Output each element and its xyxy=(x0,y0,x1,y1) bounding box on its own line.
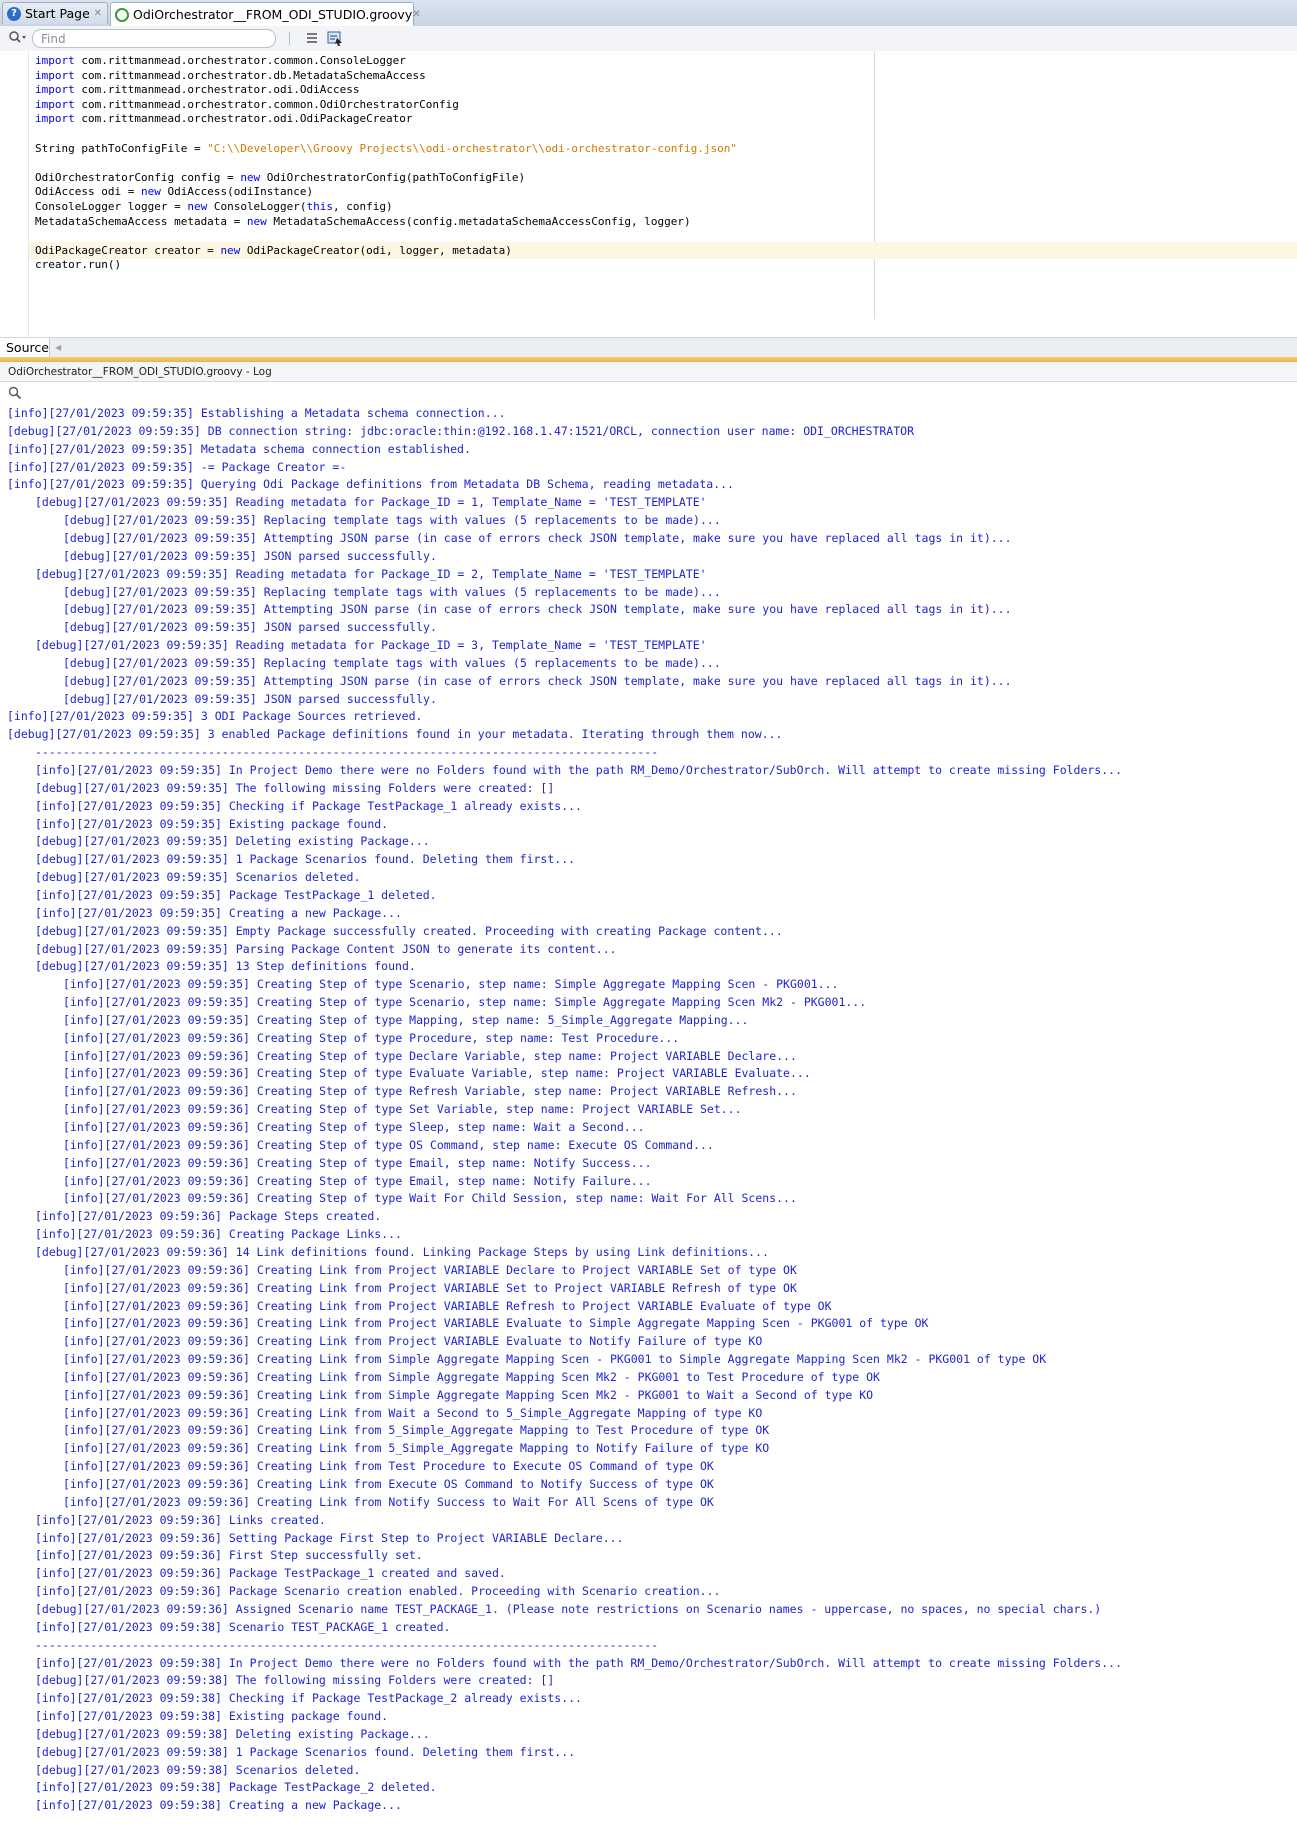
log-line: [info][27/01/2023 09:59:36] Creating Step of type Refresh Variable, step name: Project VARIABLE Refresh... xyxy=(63,1084,797,1099)
log-line: [debug][27/01/2023 09:59:35] Replacing template tags with values (5 replacements to be made)... xyxy=(63,513,721,528)
log-line: [debug][27/01/2023 09:59:38] Scenarios deleted. xyxy=(35,1762,361,1777)
log-line: [debug][27/01/2023 09:59:36] Assigned Scenario name TEST_PACKAGE_1. (Please note restrictions on Scenario names - uppercase, no spaces, no special chars.) xyxy=(35,1601,1102,1616)
log-line: [info][27/01/2023 09:59:36] Creating Step of type OS Command, step name: Execute OS Command... xyxy=(63,1137,714,1152)
groovy-file-icon xyxy=(115,8,129,22)
code-keyword: new xyxy=(246,214,267,228)
code-keyword: import xyxy=(35,112,75,126)
code-string: "C:\\Developer\\Groovy Projects\\odi-orchestrator\\odi-orchestrator-config.json" xyxy=(207,141,737,155)
code-text: OdiOrchestratorConfig config = xyxy=(35,170,241,184)
log-line: [info][27/01/2023 09:59:36] First Step successfully set. xyxy=(35,1548,423,1563)
close-icon[interactable]: ✕ xyxy=(93,8,102,19)
search-options-icon[interactable] xyxy=(8,30,28,46)
log-line: [info][27/01/2023 09:59:35] Creating Step of type Scenario, step name: Simple Aggregate Mapping Scen - PKG001... xyxy=(63,977,839,992)
list-icon[interactable] xyxy=(303,29,321,47)
help-icon: ? xyxy=(7,7,21,21)
log-line: [debug][27/01/2023 09:59:35] 13 Step definitions found. xyxy=(35,959,416,974)
scroll-left-icon[interactable]: ◀ xyxy=(55,343,62,352)
log-line: [info][27/01/2023 09:59:36] Setting Package First Step to Project VARIABLE Declare... xyxy=(35,1530,624,1545)
code-keyword: new xyxy=(220,243,241,257)
code-text: creator.run() xyxy=(35,258,122,272)
log-line: [info][27/01/2023 09:59:36] Creating Step of type Procedure, step name: Test Procedure... xyxy=(63,1030,680,1045)
log-line: [info][27/01/2023 09:59:36] Creating Link from Project VARIABLE Declare to Project VARIABLE Set of type OK xyxy=(63,1262,797,1277)
toolbar-separator xyxy=(289,32,290,45)
log-line: [info][27/01/2023 09:59:35] In Project Demo there were no Folders found with the path RM_Demo/Orchestrator/SubOrch. Will attempt to create missing Folders... xyxy=(35,763,1123,777)
log-line: [info][27/01/2023 09:59:36] Creating Step of type Set Variable, step name: Project VARIABLE Set... xyxy=(63,1102,742,1117)
log-line: [debug][27/01/2023 09:59:35] Replacing template tags with values (5 replacements to be made)... xyxy=(63,584,721,599)
log-line: [info][27/01/2023 09:59:35] Querying Odi Package definitions from Metadata DB Schema, reading metadata... xyxy=(7,477,734,492)
tab-groovy-file[interactable] xyxy=(110,2,421,26)
log-line: [info][27/01/2023 09:59:38] Existing package found. xyxy=(35,1709,389,1724)
log-line: [info][27/01/2023 09:59:36] Creating Link from Project VARIABLE Evaluate to Simple Aggregate Mapping Scen - PKG001 of type OK xyxy=(63,1316,929,1331)
log-line: [info][27/01/2023 09:59:38] In Project Demo there were no Folders found with the path RM_Demo/Orchestrator/SubOrch. Will attempt to create missing Folders... xyxy=(35,1655,1123,1670)
tab-label: OdiOrchestrator__FROM_ODI_STUDIO.groovy xyxy=(133,7,413,22)
log-line: [info][27/01/2023 09:59:35] Creating a new Package... xyxy=(35,905,402,920)
code-keyword: new xyxy=(187,200,208,213)
log-line: [info][27/01/2023 09:59:35] -= Package Creator =- xyxy=(7,459,347,474)
code-text: OdiPackageCreator creator = xyxy=(35,243,221,257)
log-line: [info][27/01/2023 09:59:35] Metadata schema connection established. xyxy=(7,441,471,456)
log-line: [info][27/01/2023 09:59:38] Scenario TEST_PACKAGE_1 created. xyxy=(35,1619,451,1634)
log-line: [info][27/01/2023 09:59:36] Creating Link from Project VARIABLE Evaluate to Notify Failure of type KO xyxy=(63,1334,763,1349)
log-line: [debug][27/01/2023 09:59:35] Reading metadata for Package_ID = 1, Template_Name = 'TEST_TEMPLATE' xyxy=(35,495,707,510)
code-keyword: import xyxy=(35,83,75,97)
log-line: [debug][27/01/2023 09:59:35] Deleting existing Package... xyxy=(35,834,430,849)
log-line: [debug][27/01/2023 09:59:35] DB connection string: jdbc:oracle:thin:@192.168.1.47:1521/ORCL, connection user name: ODI_ORCHESTRATOR xyxy=(7,423,914,438)
code-text: com.rittmanmead.orchestrator.db.MetadataSchemaAccess xyxy=(74,68,426,82)
code-text: OdiPackageCreator(odi, logger, metadata) xyxy=(240,243,512,257)
find-toolbar xyxy=(0,26,1297,52)
log-line: [info][27/01/2023 09:59:38] Checking if Package TestPackage_2 already exists... xyxy=(35,1691,582,1706)
log-line: [info][27/01/2023 09:59:35] Package TestPackage_1 deleted. xyxy=(35,887,437,902)
log-line: [debug][27/01/2023 09:59:36] 14 Link definitions found. Linking Package Steps by using Link definitions... xyxy=(35,1244,769,1259)
code-text: com.rittmanmead.orchestrator.odi.OdiPackageCreator xyxy=(74,112,413,126)
log-line: [info][27/01/2023 09:59:36] Creating Step of type Wait For Child Session, step name: Wait For All Scens... xyxy=(63,1191,797,1206)
log-line: [info][27/01/2023 09:59:36] Creating Step of type Email, step name: Notify Failure... xyxy=(63,1173,652,1188)
log-line: [info][27/01/2023 09:59:35] Checking if Package TestPackage_1 already exists... xyxy=(35,798,582,813)
log-line: [debug][27/01/2023 09:59:38] Deleting existing Package... xyxy=(35,1726,430,1741)
code-text: com.rittmanmead.orchestrator.common.OdiOrchestratorConfig xyxy=(74,97,459,111)
log-line: [debug][27/01/2023 09:59:35] Attempting JSON parse (in case of errors check JSON template, make sure you have replaced all tags in it)... xyxy=(63,530,1012,545)
code-text: ConsoleLogger( xyxy=(207,200,307,213)
log-line: [debug][27/01/2023 09:59:35] Scenarios deleted. xyxy=(35,870,361,885)
log-line: [info][27/01/2023 09:59:38] Package TestPackage_2 deleted. xyxy=(35,1780,437,1795)
log-line: [debug][27/01/2023 09:59:38] The following missing Folders were created: [] xyxy=(35,1673,555,1688)
log-line: [info][27/01/2023 09:59:36] Creating Package Links... xyxy=(35,1227,402,1242)
log-line: [info][27/01/2023 09:59:35] 3 ODI Package Sources retrieved. xyxy=(7,709,423,724)
log-search-bar xyxy=(0,382,1297,405)
log-line: [info][27/01/2023 09:59:36] Creating Link from Simple Aggregate Mapping Scen Mk2 - PKG001 to Wait a Second of type KO xyxy=(63,1387,874,1402)
log-line: [info][27/01/2023 09:59:36] Creating Step of type Evaluate Variable, step name: Project VARIABLE Evaluate... xyxy=(63,1066,811,1081)
log-line: ------------------------------------------------------------------------------------------ xyxy=(35,745,659,760)
log-line: [info][27/01/2023 09:59:35] Existing package found. xyxy=(35,816,389,831)
log-line: [info][27/01/2023 09:59:36] Package Scenario creation enabled. Proceeding with Scenario creation... xyxy=(35,1584,721,1599)
log-line: [debug][27/01/2023 09:59:35] Empty Package successfully created. Proceeding with creating Package content... xyxy=(35,923,783,938)
code-text: com.rittmanmead.orchestrator.common.ConsoleLogger xyxy=(74,54,406,67)
log-line: [info][27/01/2023 09:59:36] Creating Link from 5_Simple_Aggregate Mapping to Test Procedure of type OK xyxy=(63,1423,770,1438)
log-line: [info][27/01/2023 09:59:36] Creating Step of type Email, step name: Notify Success... xyxy=(63,1155,652,1170)
log-line: [info][27/01/2023 09:59:36] Package TestPackage_1 created and saved. xyxy=(35,1566,506,1581)
code-text: OdiAccess odi = xyxy=(35,185,141,199)
log-line: [debug][27/01/2023 09:59:35] Reading metadata for Package_ID = 2, Template_Name = 'TEST_TEMPLATE' xyxy=(35,566,707,581)
log-line: [debug][27/01/2023 09:59:35] Reading metadata for Package_ID = 3, Template_Name = 'TEST_TEMPLATE' xyxy=(35,638,707,653)
log-line: [debug][27/01/2023 09:59:35] 3 enabled Package definitions found in your metadata. Iterating through them now... xyxy=(7,727,783,742)
find-input[interactable] xyxy=(32,29,276,48)
log-line: [debug][27/01/2023 09:59:35] The following missing Folders were created: [] xyxy=(35,780,555,795)
log-line: [debug][27/01/2023 09:59:35] Attempting JSON parse (in case of errors check JSON template, make sure you have replaced all tags in it)... xyxy=(63,602,1012,617)
code-text: com.rittmanmead.orchestrator.odi.OdiAccess xyxy=(74,83,360,97)
log-line: [debug][27/01/2023 09:59:35] 1 Package Scenarios found. Deleting them first... xyxy=(35,852,576,867)
log-line: [info][27/01/2023 09:59:38] Creating a new Package... xyxy=(35,1798,402,1813)
log-line: [info][27/01/2023 09:59:36] Package Steps created. xyxy=(35,1209,382,1224)
log-line: [info][27/01/2023 09:59:36] Creating Link from Project VARIABLE Set to Project VARIABLE Refresh of type OK xyxy=(63,1280,797,1295)
log-line: [info][27/01/2023 09:59:36] Creating Link from Test Procedure to Execute OS Command of type OK xyxy=(63,1459,714,1474)
log-line: [info][27/01/2023 09:59:35] Creating Step of type Mapping, step name: 5_Simple_Aggregate Mapping... xyxy=(63,1012,749,1027)
code-line[interactable] xyxy=(35,256,1275,273)
editor-bottom-tabs xyxy=(0,337,1297,358)
highlight-toggle-icon[interactable] xyxy=(326,29,344,47)
tab-start-page[interactable] xyxy=(2,2,108,24)
log-line: [info][27/01/2023 09:59:36] Creating Step of type Sleep, step name: Wait a Second... xyxy=(63,1120,645,1134)
code-text: MetadataSchemaAccess metadata = xyxy=(35,214,247,228)
log-line: [debug][27/01/2023 09:59:38] 1 Package Scenarios found. Deleting them first... xyxy=(35,1744,576,1759)
code-text: ConsoleLogger logger = xyxy=(35,200,188,213)
log-line: [info][27/01/2023 09:59:36] Links created. xyxy=(35,1512,326,1527)
log-line: [debug][27/01/2023 09:59:35] JSON parsed successfully. xyxy=(63,691,437,706)
code-keyword: import xyxy=(35,97,75,111)
log-line: [info][27/01/2023 09:59:36] Creating Step of type Declare Variable, step name: Project VARIABLE Declare... xyxy=(63,1048,797,1063)
log-line: [debug][27/01/2023 09:59:35] JSON parsed successfully. xyxy=(63,620,437,635)
code-keyword: this xyxy=(306,200,334,213)
log-line: [info][27/01/2023 09:59:36] Creating Link from 5_Simple_Aggregate Mapping to Notify Failure of type KO xyxy=(63,1441,770,1456)
search-icon[interactable] xyxy=(8,386,22,400)
code-text: String pathToConfigFile = xyxy=(35,141,208,155)
log-line: [info][27/01/2023 09:59:36] Creating Link from Execute OS Command to Notify Success of type OK xyxy=(63,1477,714,1491)
code-text: MetadataSchemaAccess(config.metadataSchemaAccessConfig, logger) xyxy=(266,214,691,228)
tab-label: Start Page xyxy=(25,6,90,21)
code-editor[interactable] xyxy=(0,51,1297,337)
close-icon[interactable]: ✕ xyxy=(412,9,421,20)
tab-source[interactable]: Source xyxy=(0,338,50,357)
log-line: [debug][27/01/2023 09:59:35] JSON parsed successfully. xyxy=(63,548,437,563)
log-line: [info][27/01/2023 09:59:36] Creating Link from Project VARIABLE Refresh to Project VARIABLE Evaluate of type OK xyxy=(63,1298,832,1313)
log-line: [info][27/01/2023 09:59:36] Creating Link from Wait a Second to 5_Simple_Aggregate Mapping of type KO xyxy=(63,1405,763,1420)
log-output[interactable] xyxy=(0,404,1297,1826)
code-keyword: import xyxy=(35,54,75,67)
log-line: [info][27/01/2023 09:59:35] Creating Step of type Scenario, step name: Simple Aggregate Mapping Scen Mk2 - PKG001... xyxy=(63,995,867,1010)
log-line: [info][27/01/2023 09:59:35] Establishing a Metadata schema connection... xyxy=(7,406,506,420)
log-panel-title: OdiOrchestrator__FROM_ODI_STUDIO.groovy - Log xyxy=(0,362,1297,382)
editor-tab-strip xyxy=(0,0,1297,27)
code-text: OdiOrchestratorConfig(pathToConfigFile) xyxy=(260,170,526,184)
code-text: , config) xyxy=(333,200,393,213)
line-gutter xyxy=(0,51,29,337)
log-line: [info][27/01/2023 09:59:36] Creating Link from Notify Success to Wait For All Scens of type OK xyxy=(63,1494,714,1509)
code-keyword: new xyxy=(240,170,261,184)
code-text: OdiAccess(odiInstance) xyxy=(160,185,314,199)
log-line: [info][27/01/2023 09:59:36] Creating Link from Simple Aggregate Mapping Scen Mk2 - PKG001 to Test Procedure of type OK xyxy=(63,1369,880,1384)
log-line: ------------------------------------------------------------------------------------------ xyxy=(35,1637,659,1652)
log-line: [debug][27/01/2023 09:59:35] Attempting JSON parse (in case of errors check JSON template, make sure you have replaced all tags in it)... xyxy=(63,673,1012,688)
log-line: [debug][27/01/2023 09:59:35] Replacing template tags with values (5 replacements to be made)... xyxy=(63,655,721,670)
log-line: [info][27/01/2023 09:59:36] Creating Link from Simple Aggregate Mapping Scen - PKG001 to Simple Aggregate Mapping Scen Mk2 - PKG001 of type OK xyxy=(63,1352,1047,1367)
log-line: [debug][27/01/2023 09:59:35] Parsing Package Content JSON to generate its content... xyxy=(35,941,617,956)
code-keyword: import xyxy=(35,68,75,82)
code-keyword: new xyxy=(140,185,161,199)
